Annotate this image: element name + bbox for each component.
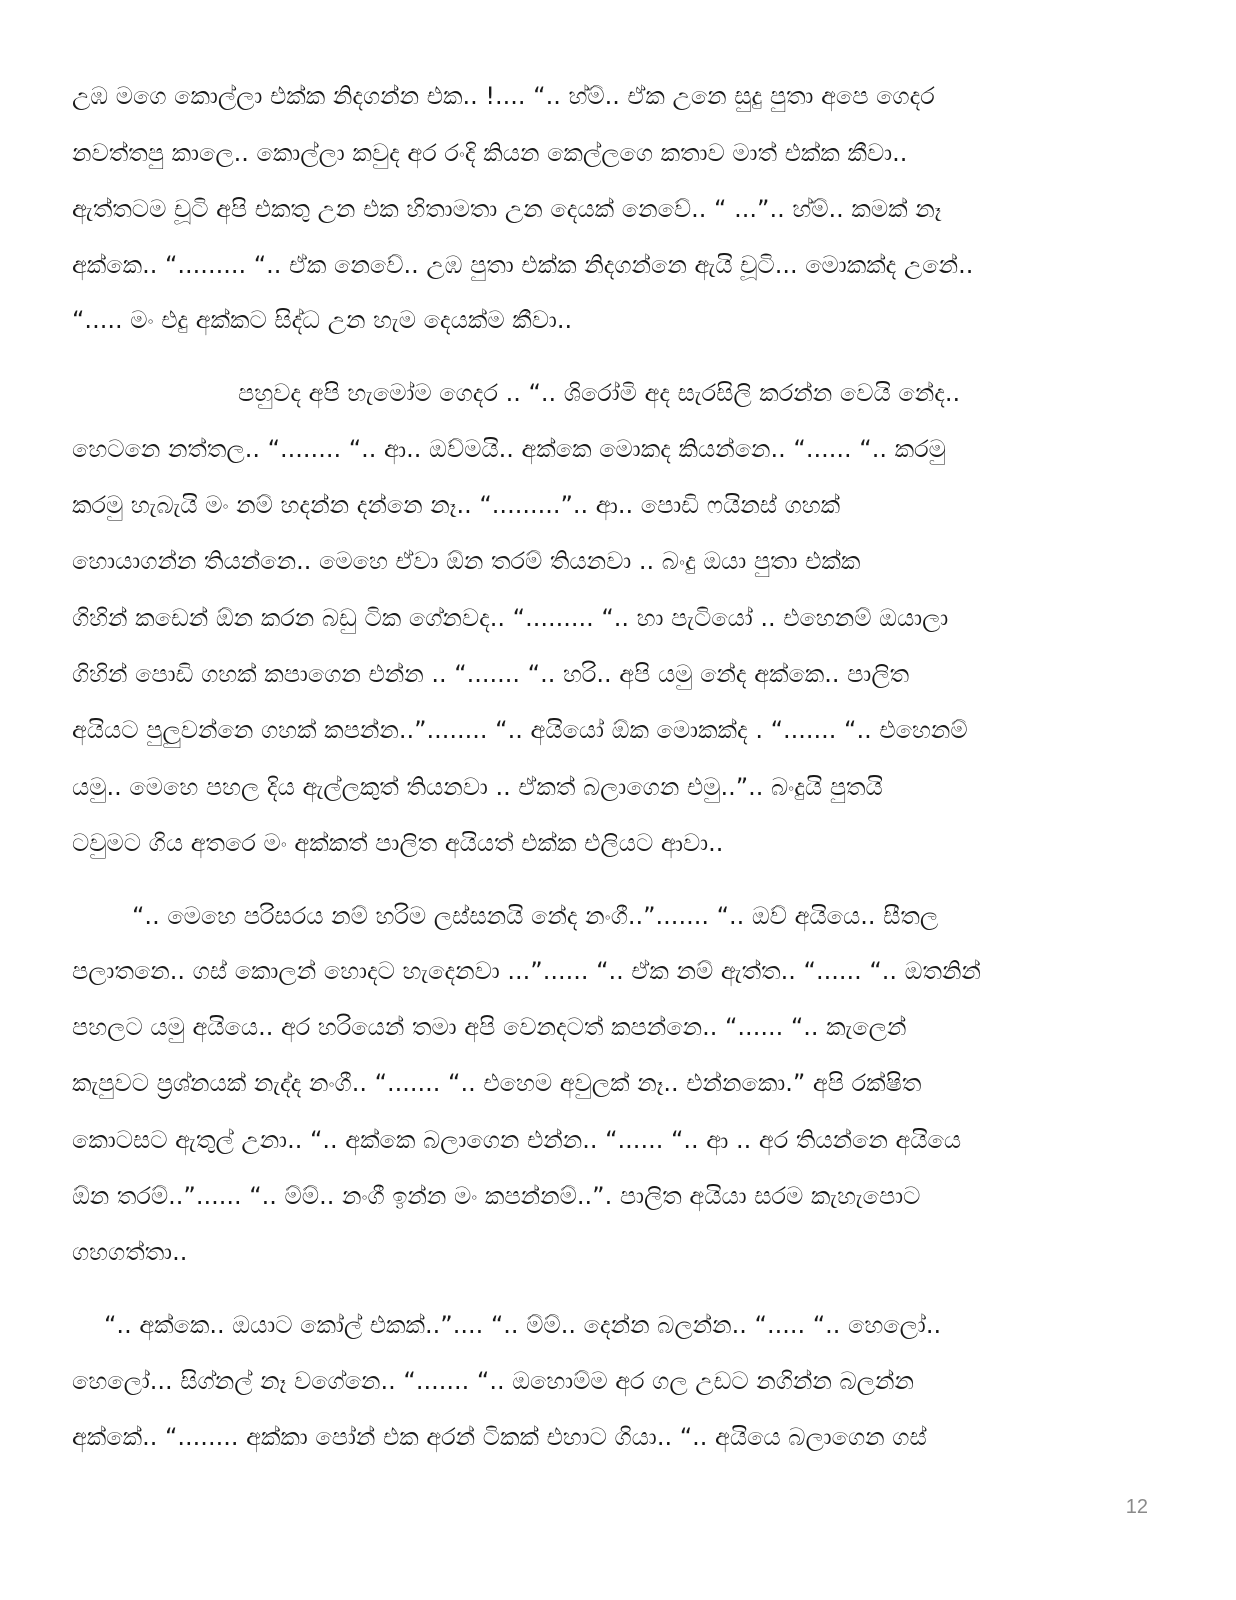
paragraph-1-line-5: “..... මං එදු අක්කට සිද්ධ උන හැම දෙයක්ම කීවා..	[72, 306, 573, 334]
paragraph-2-line-5: ගිහින් කඩෙන් ඕන කරන බඩු ටික ගේනවද.. “......... “.. හා පැටියෝ .. එහෙනම් ඔයාලා	[72, 604, 949, 632]
paragraph-1-line-2: නවත්තපු කාලෙ.. කොල්ලා කවුද අර රංදි කියන කෙල්ලගෙ කතාව මාත් එක්ක කීවා..	[72, 139, 908, 167]
paragraph-2-line-2: හෙටනෙ නත්තල.. “........ “.. ආ.. ඔව්මයි.. අක්කෙ මොකද කියන්නෙ.. “...... “.. කරමු	[72, 435, 946, 463]
paragraph-3-line-7: ගහගත්තා..	[72, 1238, 188, 1266]
paragraph-2-line-7: අයියට පුලුවන්නෙ ගහක් කපන්න..”........ “.. අයියෝ ඕක මොකක්ද . “....... “.. එහෙනම්	[72, 716, 968, 744]
paragraph-2-line-3: කරමු හැබැයි මං නම් හදන්න දන්නෙ නෑ.. “.........”.. ආ.. පොඩි ෆයිනස් ගහක්	[72, 491, 841, 519]
page-number: 12	[1125, 1496, 1148, 1518]
paragraph-3-line-5: කොටසට ඇතුල් උනා.. “.. අක්කෙ බලාගෙන එන්න.. “...... “.. ආ .. අර තියන්නෙ අයියෙ	[72, 1126, 962, 1154]
paragraph-2-line-9: ටවුමට ගිය අතරෙ මං අක්කත් පාලිත අයියත් එක්ක එලියට ආවා..	[72, 829, 724, 857]
paragraph-3-line-3: පහලට යමු අයියෙ.. අර හරියෙන් තමා අපි වෙනදටත් කපන්නෙ.. “...... “.. කැලෙන්	[72, 1013, 907, 1041]
paragraph-2-line-1: පහුවද අපි හැමෝම ගෙදර .. “.. ශිරෝමි අද සැරසිලි කරන්න වෙයි නේද..	[238, 379, 961, 407]
paragraph-4-line-3: අක්කේ.. “........ අක්කා පෝන් එක අරන් ටිකක් එහාට ගියා.. “.. අයියෙ බලාගෙන ගස්	[72, 1423, 927, 1451]
paragraph-3-line-6: ඕන තරම්..”...... “.. ම්ම්.. නංගී ඉන්න මං කපන්නම්..”. පාලිත අයියා සරම කැහැපොට	[72, 1182, 921, 1210]
paragraph-2-line-8: යමු.. මෙහෙ පහල දිය ඇල්ලකුත් තියනවා .. ඒකත් බලාගෙන එමු..”.. බංදුයි පුතයි	[72, 773, 883, 801]
paragraph-2-line-4: හොයාගන්න තියන්නෙ.. මෙහෙ ඒවා ඕන තරම් තියනවා .. බංදු ඔයා පුතා එක්ක	[72, 547, 861, 575]
paragraph-3-line-2: පලාතනෙ.. ගස් කොලන් හොදට හැදෙනවා ...”...... “.. ඒක නම් ඇත්ත.. “...... “.. ඔතනින්	[72, 957, 981, 985]
paragraph-2-line-6: ගිහින් පොඩි ගහක් කපාගෙන එන්න .. “....... “.. හරි.. අපි යමු නේද අක්කෙ.. පාලිත	[72, 660, 910, 688]
paragraph-3-line-4: කැපුවට ප්‍රශ්නයක් නැද්ද නංගී.. “....... “.. එහෙම අවුලක් නෑ.. එන්නකො.” අපි රක්ෂිත	[72, 1069, 922, 1097]
paragraph-4-line-2: හෙලෝ... සිග්නල් නෑ වගේනෙ.. “....... “.. ඔහොම්ම අර ගල උඩට නගින්න බලන්න	[72, 1367, 914, 1395]
paragraph-1-line-3: ඇත්තටම චූටි අපි එකතු උන එක හිතාමතා උන දෙයක් නෙවේ.. “ ...”.. හ්ම්.. කමක් නෑ	[72, 195, 942, 223]
paragraph-1-line-1: උඹ මගෙ කොල්ලා එක්ක නිදගන්න එක.. !.... “.. හ්ම්.. ඒක උනෙ සුදු පුතා අපෙ ගෙදර	[72, 82, 935, 110]
paragraph-3-line-1: “.. මෙහෙ පරිසරය නම් හරිම ලස්සනයි නේද නංගී..”....... “.. ඔව් අයියෙ.. සීතල	[132, 902, 939, 930]
paragraph-1-line-4: අක්කෙ.. “......... “.. ඒක නෙවේ.. උඹ පුතා එක්ක නිදගන්නෙ ඇයි චූටි... මොකක්ද උනේ..	[72, 251, 974, 279]
paragraph-4-line-1: “.. අක්කෙ.. ඔයාට කෝල් එකක්..”.... “.. ම්ම්.. දෙන්න බලන්න.. “..... “.. හෙලෝ..	[104, 1311, 942, 1339]
